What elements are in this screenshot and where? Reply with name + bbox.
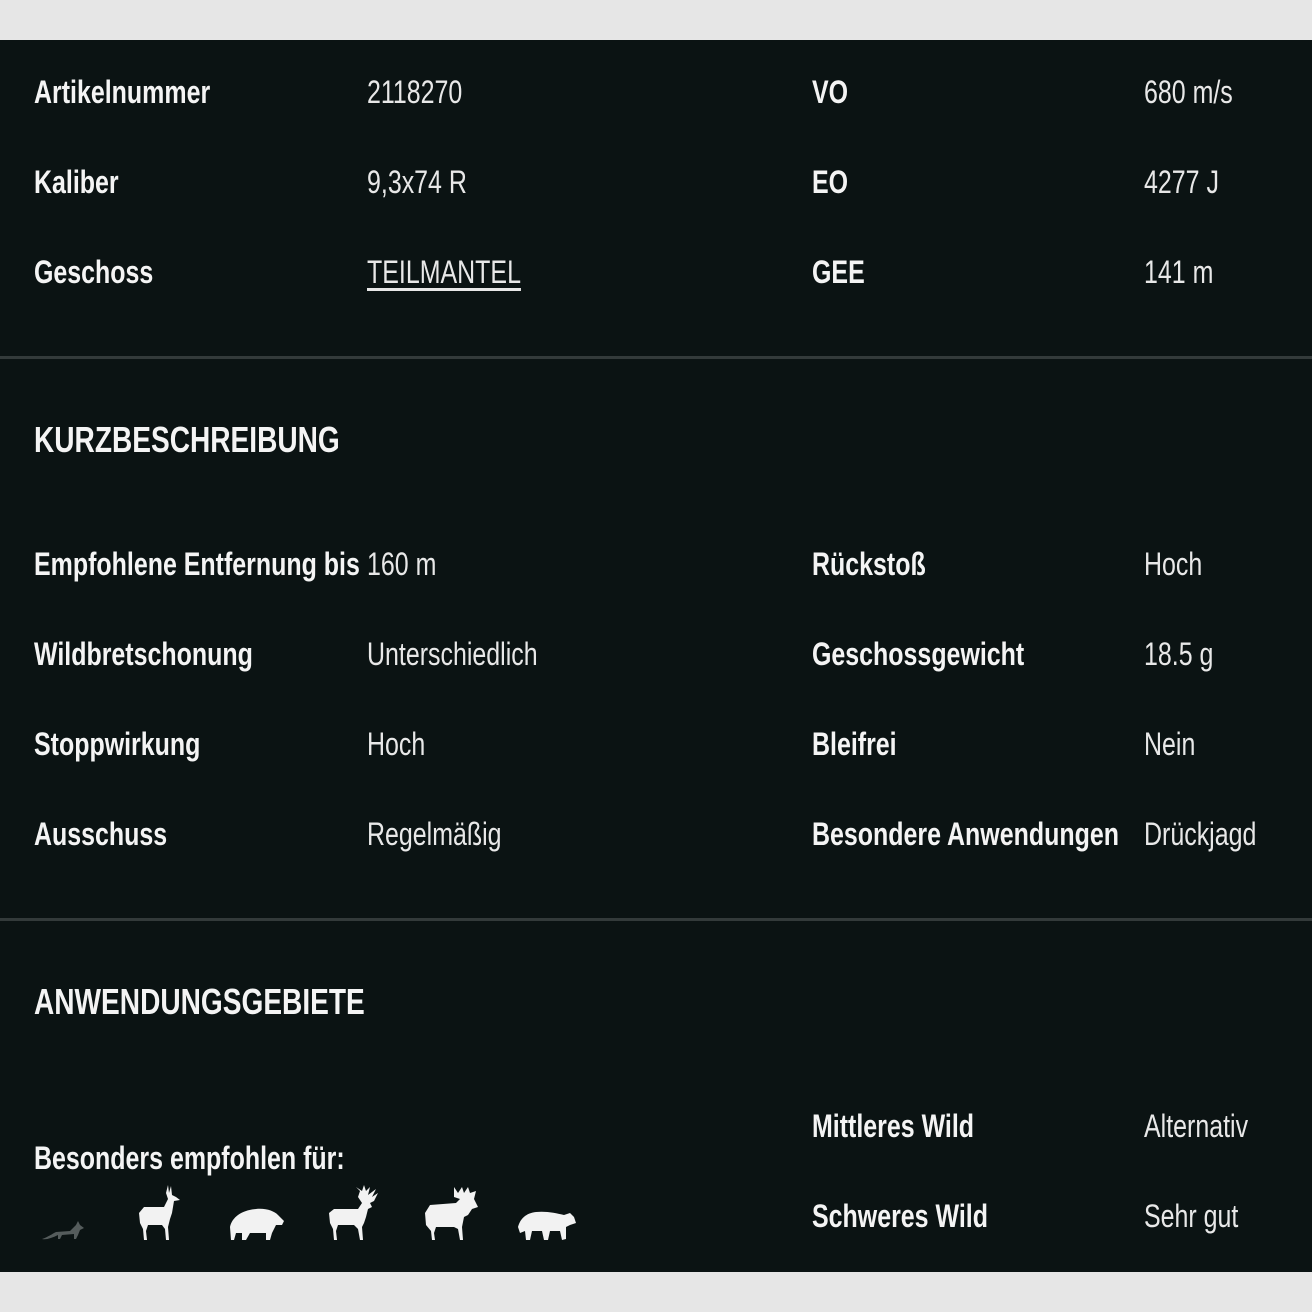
spec-label-vo: VO (812, 74, 849, 110)
roe-deer-icon (134, 1183, 182, 1243)
anwendung-label-schweres-wild: Schweres Wild (812, 1198, 988, 1234)
kurz-value-anwendungen: Drückjagd (1144, 816, 1257, 852)
geschoss-link[interactable]: TEILMANTEL (367, 254, 521, 290)
kurz-label-rueckstoss: Rückstoß (812, 546, 926, 582)
spec-label-artikelnummer: Artikelnummer (34, 74, 211, 110)
kurz-label-stoppwirkung: Stoppwirkung (34, 726, 201, 762)
moose-icon (420, 1183, 480, 1243)
kurz-label-ausschuss: Ausschuss (34, 816, 168, 852)
red-deer-icon (324, 1183, 382, 1243)
spec-value-gee: 141 m (1144, 254, 1214, 290)
kurz-value-bleifrei: Nein (1144, 726, 1196, 762)
recommended-label: Besonders empfohlen für: (34, 1140, 345, 1176)
kurzbeschreibung-heading: KURZBESCHREIBUNG (34, 419, 340, 460)
spec-label-eo: EO (812, 164, 849, 200)
spec-label-kaliber: Kaliber (34, 164, 119, 200)
kurz-label-bleifrei: Bleifrei (812, 726, 897, 762)
spec-label-gee: GEE (812, 254, 865, 290)
kurz-value-ausschuss: Regelmäßig (367, 816, 502, 852)
kurz-label-wildbretschonung: Wildbretschonung (34, 636, 253, 672)
section-divider (0, 356, 1312, 359)
kurz-label-entfernung: Empfohlene Entfernung bis (34, 546, 360, 582)
spec-value-kaliber: 9,3x74 R (367, 164, 467, 200)
anwendung-label-mittleres-wild: Mittleres Wild (812, 1108, 975, 1144)
kurz-label-anwendungen: Besondere Anwendungen (812, 816, 1119, 852)
anwendung-value-schweres-wild: Sehr gut (1144, 1198, 1239, 1234)
fox-icon (40, 1183, 86, 1243)
anwendungsgebiete-heading: ANWENDUNGSGEBIETE (34, 981, 365, 1022)
anwendung-value-mittleres-wild: Alternativ (1144, 1108, 1249, 1144)
spec-value-eo: 4277 J (1144, 164, 1219, 200)
boar-icon (228, 1183, 286, 1243)
spec-value-artikelnummer: 2118270 (367, 74, 463, 110)
kurz-value-wildbretschonung: Unterschiedlich (367, 636, 538, 672)
kurz-value-geschossgewicht: 18.5 g (1144, 636, 1214, 672)
kurz-value-stoppwirkung: Hoch (367, 726, 426, 762)
kurz-value-rueckstoss: Hoch (1144, 546, 1203, 582)
spec-value-vo: 680 m/s (1144, 74, 1233, 110)
spec-label-geschoss: Geschoss (34, 254, 154, 290)
kurz-value-entfernung: 160 m (367, 546, 437, 582)
kurz-label-geschossgewicht: Geschossgewicht (812, 636, 1025, 672)
bear-icon (516, 1183, 578, 1243)
section-divider (0, 918, 1312, 921)
